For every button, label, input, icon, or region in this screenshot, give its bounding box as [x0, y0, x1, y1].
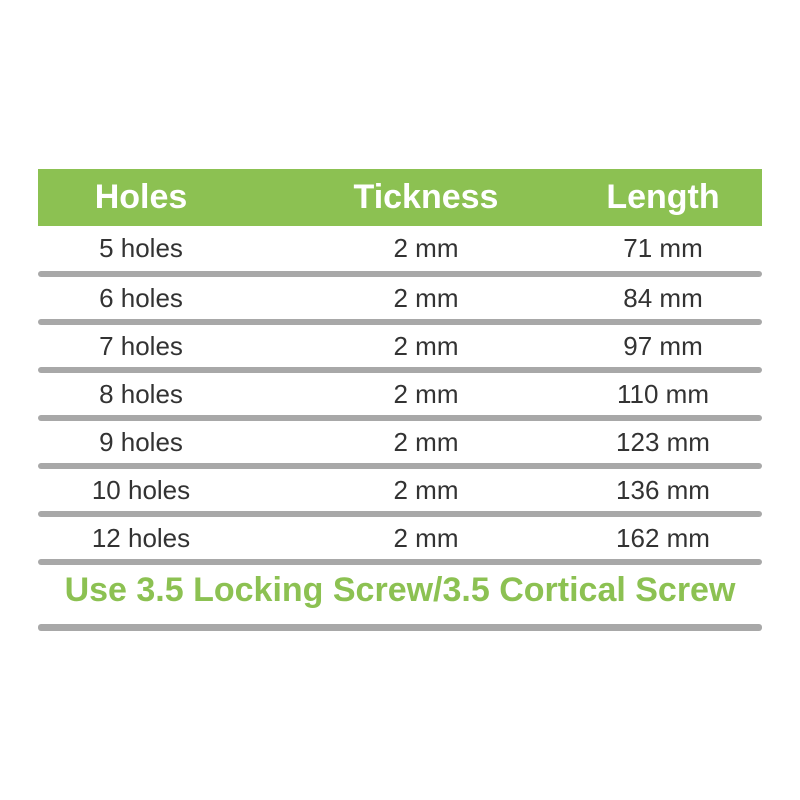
cell-thickness: 2 mm — [393, 331, 459, 361]
cell-length: 123 mm — [616, 427, 710, 457]
table-header-row — [38, 169, 762, 226]
cell-length: 162 mm — [616, 523, 710, 553]
cell-length: 97 mm — [623, 331, 703, 361]
row-divider — [38, 559, 762, 565]
cell-holes: 10 holes — [91, 475, 191, 505]
cell-holes: 7 holes — [99, 331, 183, 361]
table-row — [38, 517, 762, 559]
cell-length: 136 mm — [616, 475, 710, 505]
header-cell-thickness: Tickness — [353, 178, 499, 216]
table-row — [38, 469, 762, 511]
cell-holes: 5 holes — [99, 233, 183, 263]
table-row — [38, 325, 762, 367]
cell-thickness: 2 mm — [393, 427, 459, 457]
header-cell-holes: Holes — [94, 178, 188, 216]
cell-thickness: 2 mm — [393, 379, 459, 409]
table-row — [38, 421, 762, 463]
cell-holes: 12 holes — [91, 523, 191, 553]
cell-holes: 9 holes — [99, 427, 183, 457]
cell-length: 110 mm — [617, 379, 709, 409]
header-cell-length: Length — [606, 178, 720, 216]
table-row — [38, 277, 762, 319]
cell-thickness: 2 mm — [393, 283, 459, 313]
bottom-divider — [38, 624, 762, 631]
table-row — [38, 373, 762, 415]
cell-holes: 6 holes — [99, 283, 183, 313]
cell-thickness: 2 mm — [393, 523, 459, 553]
cell-thickness: 2 mm — [393, 475, 459, 505]
table-row — [38, 226, 762, 271]
cell-length: 84 mm — [623, 283, 703, 313]
cell-holes: 8 holes — [99, 379, 183, 409]
screw-usage-note: Use 3.5 Locking Screw/3.5 Cortical Screw — [64, 571, 736, 609]
cell-length: 71 mm — [623, 233, 703, 263]
spec-table — [38, 169, 762, 565]
cell-thickness: 2 mm — [393, 233, 459, 263]
